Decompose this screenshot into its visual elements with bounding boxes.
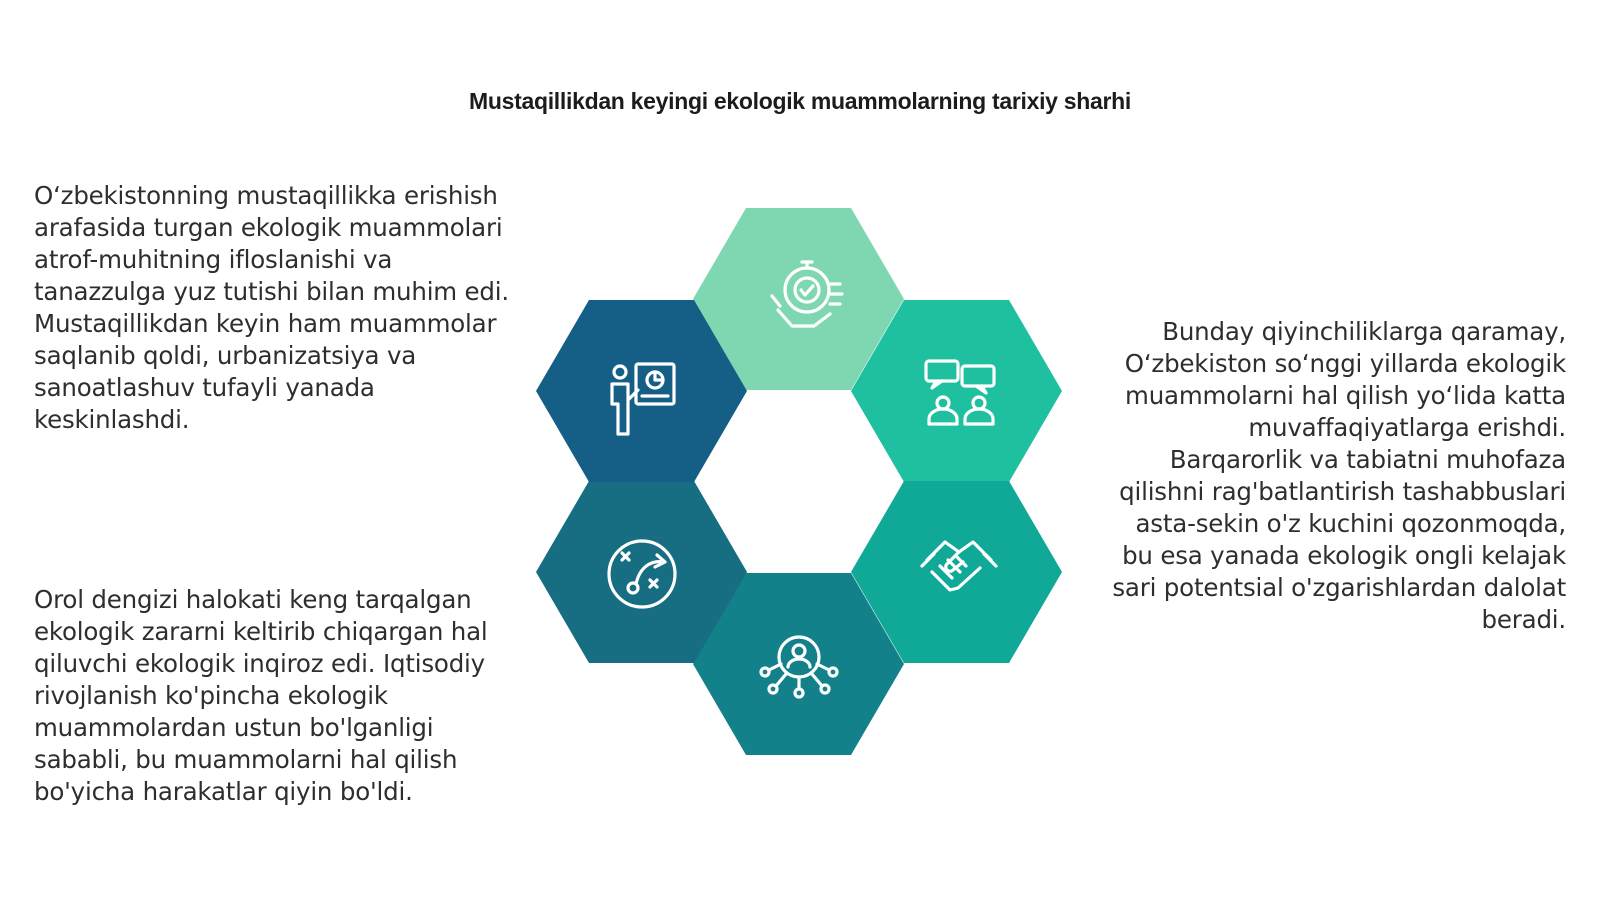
paragraph-left-bottom: Orol dengizi halokati keng tarqalgan ekologik zararni keltirib chiqargan hal qiluvchi ekologik inqiroz edi. Iqtisodiy rivojlanish ko'pincha ekologik muammolardan ustun bo'lganligi sababli, bu muammolarni hal qilish bo'yicha harakatlar qiyin bo'ldi. <box>34 585 488 806</box>
page-title: Mustaqillikdan keyingi ekologik muammolarning tarixiy sharhi <box>469 88 1131 114</box>
paragraph-left-top: O‘zbekistonning mustaqillikka erishish arafasida turgan ekologik muammolari atrof-muhitning ifloslanishi va tanazzulga yuz tutishi bilan muhim edi. Mustaqillikdan keyin ham muammolar saqlanib qoldi, urbanizatsiya va sanoatlashuv tufayli yanada keskinlashdi. <box>34 181 509 434</box>
paragraph-right: Bunday qiyinchiliklarga qaramay, O‘zbekiston so‘nggi yillarda ekologik muammolarni hal qilish yo‘lida katta muvaffaqiyatlarga erishdi. Barqarorlik va tabiatni muhofaza qilishni rag'batlantirish tashabbuslari asta-sekin o'z kuchini qozonmoqda, bu esa yanada ekologik ongli kelajak sari potentsial o'zgarishlardan dalolat beradi. <box>1112 317 1566 634</box>
